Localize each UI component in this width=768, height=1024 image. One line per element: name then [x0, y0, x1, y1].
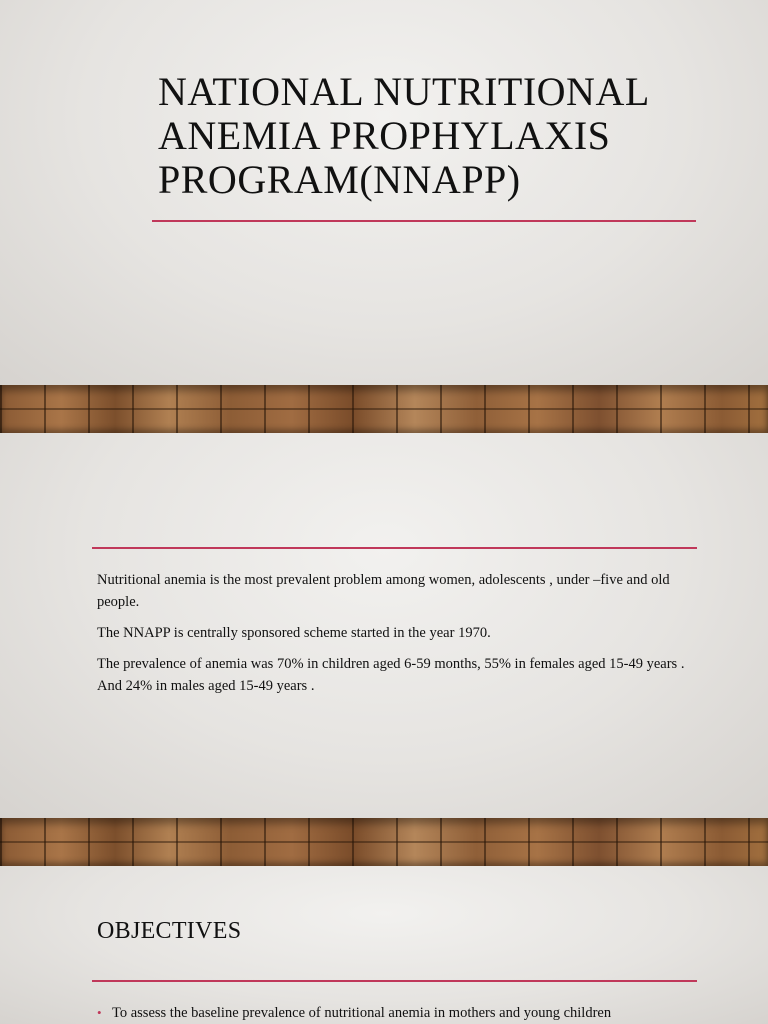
list-item: [97, 1002, 697, 1024]
wood-floor-divider: [0, 818, 768, 866]
title-slide: [0, 0, 768, 385]
objectives-rule: [92, 980, 697, 982]
wood-floor-divider: [0, 385, 768, 433]
objectives-slide: [0, 866, 768, 1024]
bullet-icon: •: [97, 1005, 102, 1020]
intro-paragraph: Nutritional anemia is the most prevalent problem among women, adolescents , under –five and old people.: [97, 572, 670, 610]
intro-paragraph: The prevalence of anemia was 70% in children aged 6-59 months, 55% in females aged 15-49 years . And 24% in males aged 15-49 years .: [97, 656, 685, 694]
intro-paragraph: The NNAPP is centrally sponsored scheme started in the year 1970.: [97, 625, 491, 641]
objectives-heading: OBJECTIVES: [97, 918, 242, 944]
intro-rule: [92, 547, 697, 549]
objectives-list: [97, 1002, 697, 1024]
intro-slide: [0, 433, 768, 818]
slide-title: NATIONAL NUTRITIONAL ANEMIA PROPHYLAXIS PROGRAM(NNAPP): [158, 69, 649, 202]
intro-body: [97, 569, 697, 706]
title-underline: [152, 220, 696, 222]
list-item-text: To assess the baseline prevalence of nutritional anemia in mothers and young children: [112, 1005, 612, 1021]
